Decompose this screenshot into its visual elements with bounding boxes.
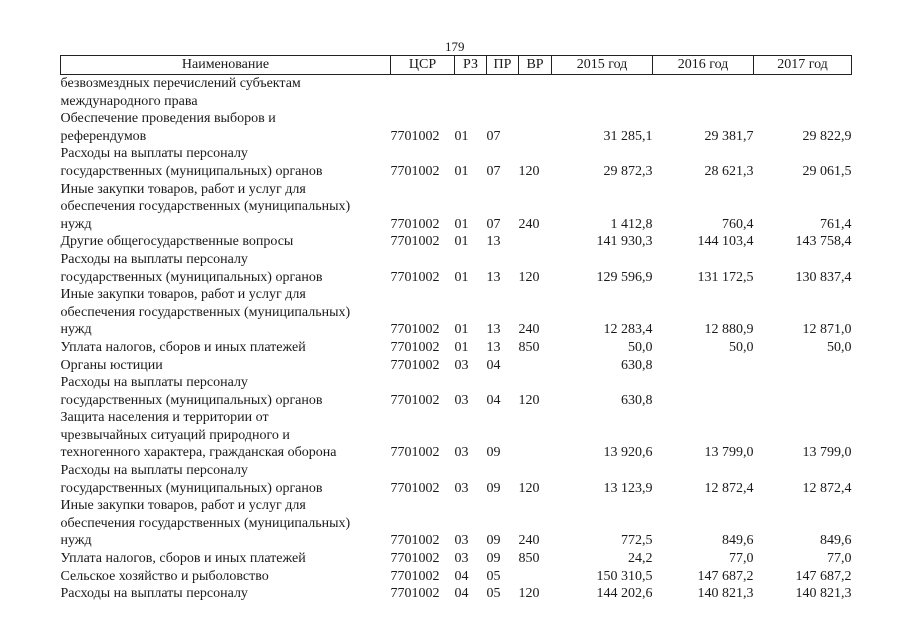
row-2016: 28 621,3 — [704, 163, 754, 179]
table-row — [61, 286, 852, 339]
row-2017: 13 799,0 — [802, 445, 852, 461]
header-2015: 2015 год — [552, 56, 653, 75]
row-rz: 03 — [454, 533, 469, 549]
header-row — [61, 56, 852, 75]
row-2015: 50,0 — [628, 339, 653, 355]
row-2015: 13 123,9 — [603, 480, 653, 496]
row-name: Иные закупки товаров, работ и услуг для обеспечения государственных (муниципальных) нужд — [60, 181, 351, 232]
row-pr: 09 — [486, 551, 501, 567]
row-name: Расходы на выплаты персоналу государственных (муниципальных) органов — [60, 146, 323, 179]
row-2016: 29 381,7 — [704, 128, 754, 144]
table-row — [61, 357, 852, 375]
row-2015: 144 202,6 — [596, 586, 653, 602]
row-2017: 143 758,4 — [795, 234, 852, 250]
row-csr: 7701002 — [390, 445, 440, 461]
row-2015 — [552, 75, 653, 111]
table-row — [61, 409, 852, 462]
row-vr — [519, 409, 552, 462]
row-pr: 13 — [486, 339, 501, 355]
row-vr: 240 — [518, 322, 540, 338]
row-2015: 1 412,8 — [610, 216, 653, 232]
row-2017: 29 061,5 — [802, 163, 852, 179]
row-rz: 03 — [454, 480, 469, 496]
header-name: Наименование — [61, 56, 391, 75]
row-name: Иные закупки товаров, работ и услуг для обеспечения государственных (муниципальных) нужд — [60, 498, 351, 549]
row-pr — [487, 75, 519, 111]
row-vr: 120 — [518, 163, 540, 179]
row-pr: 07 — [486, 216, 501, 232]
table-row — [61, 233, 852, 251]
row-rz — [455, 75, 487, 111]
row-rz: 01 — [454, 128, 469, 144]
row-csr: 7701002 — [390, 128, 440, 144]
row-2016 — [653, 75, 754, 111]
row-2015: 141 930,3 — [596, 234, 653, 250]
row-2016 — [653, 357, 754, 375]
row-2017: 849,6 — [820, 533, 852, 549]
row-csr: 7701002 — [390, 234, 440, 250]
row-csr: 7701002 — [390, 269, 440, 285]
row-2016: 140 821,3 — [697, 586, 754, 602]
row-pr: 09 — [486, 533, 501, 549]
row-2016: 12 880,9 — [704, 322, 754, 338]
row-2017: 29 822,9 — [802, 128, 852, 144]
row-rz: 01 — [454, 163, 469, 179]
row-2017: 130 837,4 — [795, 269, 852, 285]
row-csr: 7701002 — [390, 322, 440, 338]
row-name: Сельское хозяйство и рыболовство — [60, 568, 269, 584]
row-vr: 850 — [518, 339, 540, 355]
row-vr — [519, 233, 552, 251]
header-2017: 2017 год — [754, 56, 852, 75]
row-name: Расходы на выплаты персоналу государственных (муниципальных) органов — [60, 251, 323, 285]
row-csr: 7701002 — [390, 551, 440, 567]
row-rz: 01 — [454, 216, 469, 232]
row-name: Иные закупки товаров, работ и услуг для обеспечения государственных (муниципальных) нужд — [60, 287, 351, 338]
table-row — [61, 568, 852, 586]
row-2016: 77,0 — [729, 551, 754, 567]
row-name: безвозмездных перечислений субъектам международного права — [60, 76, 301, 109]
row-2016: 50,0 — [729, 339, 754, 355]
row-pr: 13 — [486, 322, 501, 338]
row-rz: 04 — [454, 586, 469, 602]
row-2015: 630,8 — [621, 392, 653, 408]
row-2016: 147 687,2 — [697, 568, 754, 584]
row-2017: 12 871,0 — [802, 322, 852, 338]
row-vr: 120 — [518, 269, 540, 285]
table-row — [61, 550, 852, 568]
table-row — [61, 181, 852, 234]
row-2015: 24,2 — [628, 551, 653, 567]
table-row — [61, 110, 852, 145]
row-csr: 7701002 — [390, 480, 440, 496]
row-pr: 07 — [486, 163, 501, 179]
header-pr: ПР — [487, 56, 519, 75]
row-pr: 04 — [486, 357, 501, 373]
row-pr: 05 — [486, 586, 501, 602]
row-name: Органы юстиции — [60, 357, 163, 373]
row-2017 — [754, 357, 852, 375]
row-2015: 772,5 — [621, 533, 653, 549]
row-vr — [519, 110, 552, 145]
row-pr: 07 — [486, 128, 501, 144]
row-2017: 147 687,2 — [795, 568, 852, 584]
row-2015: 129 596,9 — [596, 269, 653, 285]
row-csr: 7701002 — [390, 586, 440, 602]
row-rz: 01 — [454, 269, 469, 285]
row-vr: 240 — [518, 533, 540, 549]
row-vr: 120 — [518, 480, 540, 496]
row-pr: 13 — [486, 269, 501, 285]
row-vr — [519, 357, 552, 375]
row-csr — [391, 75, 455, 111]
row-name: Расходы на выплаты персоналу — [60, 586, 248, 602]
row-2015: 13 920,6 — [603, 445, 653, 461]
table-row — [61, 374, 852, 409]
row-rz: 01 — [454, 234, 469, 250]
row-pr: 05 — [486, 568, 501, 584]
row-vr: 240 — [518, 216, 540, 232]
row-vr: 850 — [518, 551, 540, 567]
row-csr: 7701002 — [390, 357, 440, 373]
row-name: Обеспечение проведения выборов и референдумов — [60, 111, 276, 144]
row-csr: 7701002 — [390, 568, 440, 584]
row-name: Другие общегосударственные вопросы — [60, 234, 294, 250]
row-name: Защита населения и территории от чрезвычайных ситуаций природного и техногенного характера, гражданская оборона — [60, 410, 337, 461]
row-2016: 12 872,4 — [704, 480, 754, 496]
row-rz: 03 — [454, 392, 469, 408]
table-row — [61, 497, 852, 550]
row-2016: 131 172,5 — [697, 269, 754, 285]
row-2015: 12 283,4 — [603, 322, 653, 338]
row-csr: 7701002 — [390, 533, 440, 549]
row-name: Расходы на выплаты персоналу государственных (муниципальных) органов — [60, 375, 323, 408]
row-2016: 760,4 — [722, 216, 754, 232]
row-2017 — [754, 374, 852, 409]
row-2017 — [754, 75, 852, 111]
row-name: Расходы на выплаты персоналу государственных (муниципальных) органов — [60, 463, 323, 496]
header-2016: 2016 год — [653, 56, 754, 75]
row-rz: 04 — [454, 568, 469, 584]
row-csr: 7701002 — [390, 392, 440, 408]
row-rz: 03 — [454, 445, 469, 461]
row-2017: 77,0 — [827, 551, 852, 567]
row-pr: 09 — [486, 445, 501, 461]
row-vr — [519, 75, 552, 111]
row-2016: 13 799,0 — [704, 445, 754, 461]
page-number: 179 — [445, 39, 465, 54]
table-row — [61, 339, 852, 357]
row-2015: 150 310,5 — [596, 568, 653, 584]
row-2015: 31 285,1 — [603, 128, 653, 144]
row-csr: 7701002 — [390, 163, 440, 179]
row-csr: 7701002 — [390, 216, 440, 232]
header-csr: ЦСР — [391, 56, 455, 75]
row-2016 — [653, 374, 754, 409]
row-2017: 50,0 — [827, 339, 852, 355]
row-pr: 04 — [486, 392, 501, 408]
table-row — [61, 145, 852, 180]
row-pr: 09 — [486, 480, 501, 496]
header-vr: ВР — [519, 56, 552, 75]
row-pr: 13 — [486, 234, 501, 250]
budget-table — [60, 55, 852, 603]
table-row — [61, 462, 852, 497]
table-body — [61, 75, 852, 603]
row-vr: 120 — [518, 392, 540, 408]
row-rz: 03 — [454, 551, 469, 567]
row-2017: 140 821,3 — [795, 586, 852, 602]
row-name: Уплата налогов, сборов и иных платежей — [60, 339, 306, 355]
row-2016: 144 103,4 — [697, 234, 754, 250]
row-2017: 12 872,4 — [802, 480, 852, 496]
row-csr: 7701002 — [390, 339, 440, 355]
row-vr: 120 — [518, 586, 540, 602]
row-rz: 03 — [454, 357, 469, 373]
row-2015: 630,8 — [621, 357, 653, 373]
row-2016: 849,6 — [722, 533, 754, 549]
row-name: Уплата налогов, сборов и иных платежей — [60, 551, 306, 567]
table-row — [61, 75, 852, 111]
header-rz: РЗ — [455, 56, 487, 75]
row-vr — [519, 568, 552, 586]
row-rz: 01 — [454, 339, 469, 355]
row-2015: 29 872,3 — [603, 163, 653, 179]
table-row — [61, 585, 852, 603]
row-rz: 01 — [454, 322, 469, 338]
row-2017: 761,4 — [820, 216, 852, 232]
table-row — [61, 251, 852, 286]
